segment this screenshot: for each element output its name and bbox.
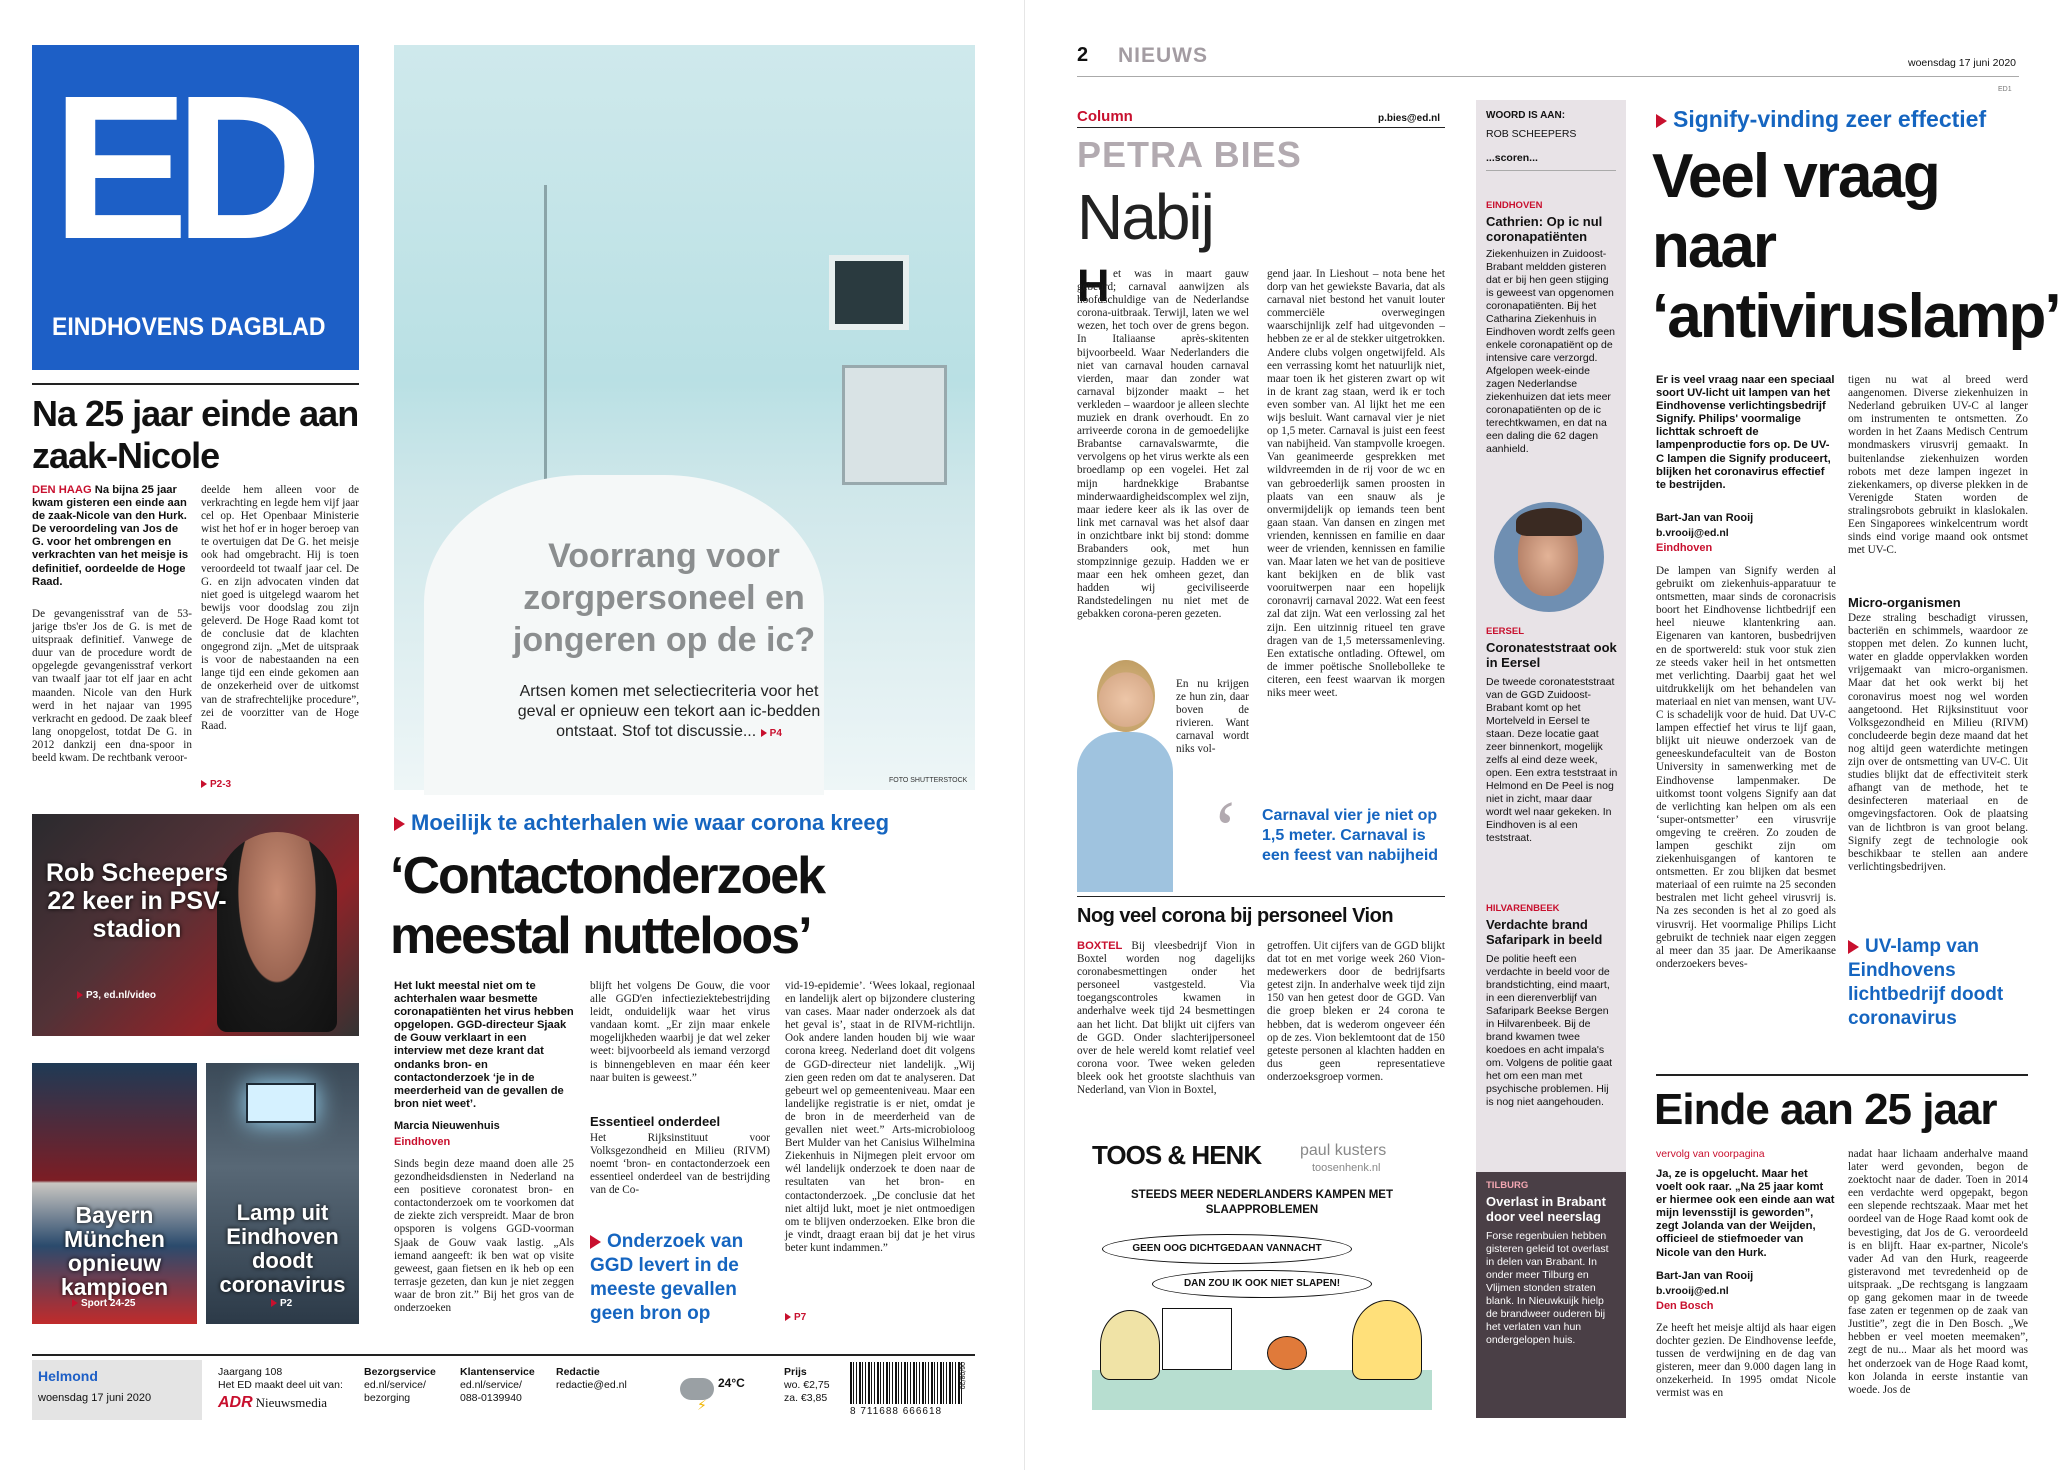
einde-vervolg: vervolg van voorpagina bbox=[1656, 1148, 1765, 1160]
promo-bayern[interactable] bbox=[32, 1063, 197, 1324]
nicole-ref-label: P2-3 bbox=[210, 779, 232, 790]
promo-lamp-text: Lamp uit Eindhoven doodt coronavirus bbox=[219, 1200, 346, 1297]
contact-kicker-text: Moeilijk te achterhalen wie waar corona kreeg bbox=[411, 810, 890, 835]
signify-teaser bbox=[1848, 935, 2028, 1031]
footer-bez-label: Bezorgservice bbox=[364, 1366, 436, 1378]
vion-headline: Nog veel corona bij personeel Vion bbox=[1077, 905, 1394, 927]
promo-lamp[interactable] bbox=[206, 1063, 359, 1324]
rule bbox=[32, 383, 359, 385]
s1-body: Ziekenhuizen in Zuidoost-Brabant meldden gisteren dat er bij hen geen stijging is geweest van opgenomen coronapatiënten. Bij het Catharina Ziekenhuis in Eindhoven wordt zelfs geen enkele coronapatiënt op de intensive care verzorgd. Afgelopen week-einde zagen Nederlandse ziekenhuizen dat iets meer coronapatiënten op de ic terechtkwamen, en dat na een daling die 62 dagen aanhield. bbox=[1486, 248, 1615, 455]
promo-lamp-ref bbox=[271, 1298, 292, 1309]
promo-rob-text: Rob Scheepers 22 keer in PSV-stadion bbox=[45, 859, 228, 943]
column-body-2: gend jaar. In Lieshout – nota bene het dorp van het gewiekste Bavaria, dat als carnaval niet bestond het vanuit louter commerciële overwegingen waarschijnlijk zelf had uitgevonden – hebben ze er al de stekker uitgetrokken. Andere clubs volgen ongetwijfeld. Als een verrassing komt het natuurlijk niet, maar toen ik het gisteren zwart op wit in de krant zag staan, werd ik er toch even somber van. Al lijkt het me een wijs besluit. Want carnaval vier je niet op 1,5 meter. Carnaval is juist een feest van nabijheid. Van stampvolle kroegen. Van geanimeerde gesprekken met wildvreemden in de rij voor de wc en van gebroederlijk samen proosten in plaats van een snauw als je onvermijdelijk op iemands teen bent gaan staan. Van dansen en zingen met vrienden, kennissen en familie en daar weer de vrienden, kennissen en familie van. Maar laten we het van de positieve kant bekijken en de blik vast vooruitwerpen naar een hopelijk coronavrij carnaval 2022. Wat een feest zal dat zijn. Wat een verlossing zal het zijn. Een uitzinnig ritueel ten grave dragen van de 1,5 meterssamenleving. Een extatische ontlading. Oftewel, om de immer poëtische Snollebolleke te citeren, een feest waarvan ik morgen niks meer weet. bbox=[1267, 268, 1445, 699]
columnist-body bbox=[1077, 732, 1173, 892]
nicole-lead bbox=[32, 484, 192, 602]
einde-byline: Bart-Jan van Rooij bbox=[1656, 1270, 1754, 1282]
s1-tag: EINDHOVEN bbox=[1486, 200, 1543, 211]
footer-bezorg bbox=[364, 1366, 436, 1405]
signify-body-1: De lampen van Signify werden al gebruikt om ziekenhuis-apparatuur te ontsmetten, maar sinds de coronacrisis boort het Eindhovense lichtbedrijf een heel nieuwe klantenkring aan. Eigenaren van kantoren, busbedrijven en de sportwereld: stuk voor stuk zien ze steeds vaker heil in het ontsmetten met verlichting. Daarbij gaat het wel uitdrukkelijk om het behandelen van materiaal en niet van mensen, want UV-C is schadelijk voor de huid. Dat UV-C lampen effectief het virus te lijf gaan, blijkt uit nieuwe onderzoek van de geneeskundefaculteit van de Boston University in samenwerking met de Eindhovense lampenmaker. De uitkomst toont volgens Signify aan dat de verlichting kan helpen om als een ‘super-ontsmetter’ een virusvrije omgeving te creëren. Zo zouden de lampen geschikt zijn om ziekenhuisgangen of kantoren te ontsmetten. Er zou blijken dat besmet materiaal of een ruimte na 25 seconden bestralen met licht geheel virusvrij is. Na zes seconden is het al zo goed als virusvrij. Het voormalige Philips Licht gebruikt de techniek naar eigen zeggen al meer dan 35 jaar. De Amerikaanse onderzoekers beves- bbox=[1656, 565, 1836, 970]
s4-body: Forse regenbuien hebben gisteren geleid tot overlast in delen van Brabant. In onder meer Tilburg en Vlijmen stonden straten blank. In Nieuwkuijk hielp de brandweer ouderen bij het verlaten van hun ondergelopen huis. bbox=[1486, 1230, 1609, 1346]
arrow-icon bbox=[785, 1313, 791, 1321]
arrow-icon bbox=[590, 1235, 601, 1249]
column-author: PETRA BIES bbox=[1077, 134, 1302, 175]
footer-city-box bbox=[32, 1360, 202, 1420]
column-body-1 bbox=[1077, 260, 1249, 726]
contact-body-4: vid-19-epidemie’. ‘Wees lokaal, regionaal en landelijk alert op bijzondere clustering van cases. Maar nader onderzoek als dat het geval is’, staat in de RIVM-richtlijn. Ook andere landen houden bij wie waar corona kreeg. Nederland doet dit volgens de GGD-directeur niet landelijk. „Wij zien geen reden om dat te analyseren. Dat gebeurt wel op gemeenteniveau. Maar een landelijke registratie is er niet, omdat je de bron in de meerderheid van de gevallen niet weet.” Arts-microbioloog Bert Mulder van het Canisius Wilhelmina Ziekenhuis in Nijmegen pleit ervoor om wél landelijk onderzoek te doen naar de resultaten van het bron- en contactonderzoek. „De conclusie dat het niet altijd lukt, moet je niet ontmoedigen om te blijven onderzoeken. Elke bron die je vindt, draagt eraan bij dat je het virus beter kunt indammen.” bbox=[785, 980, 975, 1254]
cartoon-bubble-1: GEEN OOG DICHTGEDAAN VANNACHT bbox=[1102, 1234, 1352, 1264]
s4-head: Overlast in Brabant door veel neerslag bbox=[1486, 1194, 1606, 1224]
footer-bez-2[interactable]: bezorging bbox=[364, 1392, 411, 1404]
signify-place: Eindhoven bbox=[1656, 542, 1713, 554]
promo-rob-photo bbox=[217, 832, 337, 1032]
footer-red-label: Redactie bbox=[556, 1366, 600, 1378]
page-number: 2 bbox=[1077, 44, 1089, 66]
ventilator-icon bbox=[842, 365, 947, 485]
photo-credit: FOTO SHUTTERSTOCK bbox=[889, 777, 968, 784]
s3-tag: HILVARENBEEK bbox=[1486, 903, 1560, 914]
nicole-body-2: deelde hem alleen voor de verkrachting en legde hem vijf jaar cel op. Het Openbaar Ministerie wist het hof er in hoger beroep van te overtuigen dat De G. het meisje ook had omgebracht. Hij is toen veroordeeld tot twaalf jaar cel. De G. en zijn advocaten vinden dat niet goed is uitgelegd waarom het bewijs voor doodslag zou zijn geleverd. De Hoge Raad komt tot de conclusie dat de klachten ongegrond zijn. „Met de uitspraak is voor de nabestaanden na een lange tijd een einde gekomen aan de onzekerheid over de uitkomst van de strafrechtelijke procedure”, zei de voorzitter van de Hoge Raad. bbox=[201, 484, 359, 732]
weather-temp: 24°C bbox=[718, 1376, 745, 1390]
contact-body-3: Het Rijksinstituut voor Volksgezondheid en Milieu (RIVM) noemt ‘bron- en contactonderzoek een essentieel onderdeel van de bestrijding van de Co- bbox=[590, 1132, 770, 1197]
promo-bayern-text: Bayern München opnieuw kampioen bbox=[60, 1202, 169, 1300]
arrow-icon bbox=[201, 780, 207, 788]
footer-prijs-1: wo. €2,75 bbox=[784, 1379, 830, 1391]
promo-rob[interactable] bbox=[32, 814, 359, 1036]
s3-body: De politie heeft een verdachte in beeld voor de brandstichting, eind maart, in een dierenverblijf van Safaripark Beekse Bergen in Hilvarenbeek. Bij de brand kwamen twee koedoes en acht impala's om. Volgens de politie gaat het om een man met psychische problemen. Hij is nog niet aangehouden. bbox=[1486, 953, 1613, 1108]
signify-headline: Veel vraag naar ‘antiviruslamp’ bbox=[1652, 142, 2060, 351]
signify-subhead: Micro-organismen bbox=[1848, 595, 1961, 610]
cartoon-logo: TOOS & HENK bbox=[1092, 1140, 1262, 1170]
cartoon-artist: paul kusters bbox=[1300, 1142, 1387, 1159]
barcode-number: 8 711688 666618 bbox=[850, 1406, 943, 1417]
arrow-icon bbox=[1656, 114, 1667, 128]
cartoon-figure-henk bbox=[1352, 1300, 1422, 1380]
issue-code: 06/08/20 bbox=[958, 1362, 965, 1390]
contact-ref-label: P7 bbox=[794, 1312, 807, 1323]
vion-body-2: getroffen. Uit cijfers van de GGD blijkt dat tot en met vorige week 260 Vion-medewerkers door de bedrijfsarts getest zijn. In anderhalve week tijd zijn 150 van hen getest door de GGD. Van die groep bleken er 24 corona te hebben, dat is wederom ongeveer één op de zes. Vion beklemtoont dat de 150 geteste personen al klachten hadden en dus geen representatieve onderzoeksgroep vormen. bbox=[1267, 940, 1445, 1083]
signify-kicker bbox=[1656, 106, 1986, 133]
arrow-icon bbox=[394, 817, 405, 831]
contact-byline: Marcia Nieuwenhuis bbox=[394, 1120, 500, 1132]
contact-kicker bbox=[394, 810, 889, 836]
quote-mark-icon: ‘ bbox=[1212, 786, 1239, 874]
footer-klant-2[interactable]: 088-0139940 bbox=[460, 1392, 522, 1404]
header-code: ED1 bbox=[1998, 86, 2012, 93]
column-body-1b: En nu krijgen ze hun zin, daar boven de rivieren. Want carnaval wordt niks vol- bbox=[1176, 678, 1249, 756]
masthead-name: EINDHOVENS DAGBLAD bbox=[52, 313, 326, 341]
einde-place: Den Bosch bbox=[1656, 1300, 1714, 1312]
uv-lamp-icon bbox=[246, 1083, 316, 1123]
photo-sub bbox=[499, 682, 839, 744]
contact-teaser-text: Onderzoek van GGD levert in de meeste gevallen geen bron op bbox=[590, 1231, 744, 1324]
s2-tag: EERSEL bbox=[1486, 626, 1525, 637]
weather-cloud-icon bbox=[680, 1378, 714, 1400]
einde-email[interactable]: b.vrooij@ed.nl bbox=[1656, 1285, 1729, 1297]
footer-deel-text: Het ED maakt deel uit van: bbox=[218, 1379, 343, 1391]
arrow-icon bbox=[761, 729, 767, 737]
masthead-logo: ED bbox=[52, 53, 309, 282]
header-rule bbox=[1077, 76, 2019, 77]
monitor-icon bbox=[829, 255, 909, 330]
footer-redactie bbox=[556, 1366, 627, 1392]
adr-nieuwsmedia: Nieuwsmedia bbox=[255, 1395, 328, 1410]
woord-name: ROB SCHEEPERS bbox=[1486, 128, 1577, 140]
contact-subhead: Essentieel onderdeel bbox=[590, 1114, 721, 1129]
cartoon-bubble-2: DAN ZOU IK OOK NIET SLAPEN! bbox=[1152, 1270, 1372, 1298]
column-label: Column bbox=[1077, 108, 1133, 125]
cartoon-caption: STEEDS MEER NEDERLANDERS KAMPEN MET SLAAPPROBLEMEN bbox=[1131, 1189, 1393, 1216]
page-fold bbox=[1024, 0, 1025, 1470]
nicole-headline: Na 25 jaar einde aan zaak-Nicole bbox=[32, 393, 359, 476]
vion-dateline: BOXTEL bbox=[1077, 940, 1123, 952]
contact-body-1: Sinds begin deze maand doen alle 25 gezondheidsdiensten in Nederland na een positieve coronatest bron- en contactonderzoek om te voorkomen dat de ziekte zich verspreidt. Maar de bron opsporen is volgens GGD-voorman Sjaak de Gouw vaak lastig. „Als iemand aangeeft: ik ben wat op visite geweest, gaan fietsen en ik heb op een terrasje gezeten, dan kun je niet zeggen waar de bron zit.” Bij het gros van de onderzoeken bbox=[394, 1158, 574, 1315]
masthead bbox=[32, 45, 359, 370]
signify-byline: Bart-Jan van Rooij bbox=[1656, 512, 1754, 524]
arrow-icon bbox=[1848, 940, 1859, 954]
column-body-1-text: et was in maart gauw gebeurd; carnaval aanwijzen als hoofdschuldige van de Nederlandse corona-uitbraak. Terwijl, laten we wel wezen, het toch over de grens begon. In Italiaanse après-skitenten bijvoorbeeld. Waar Nederlanders die niet van carnaval houden carnaval vierden, maar dan zonder wat carnaval bijzonder maakt – het verkleden – waardoor je alleen slechte muziek en drank overhoudt. En zo arriveerde corona in de gemoedelijke Brabantse carnavalswarmte, die vervolgens op het virus werkte als een broedlamp op een vogelei. Het zal mijn hardnekkige Brabantse minderwaardigheidscomplex wel zijn, maar iedere keer als ik las over de link met carnaval was het alsof daar in onzichtbare inkt bij stond: domme Brabanders ook, met hun stompzinnige gezuip. Hadden we er maar een hek omheen gezet, dan hadden wij geciviliseerde Randstedelingen nu niet met de gebakken corona-peren gezeten. bbox=[1077, 268, 1249, 621]
einde-body-1: Ze heeft het meisje altijd als haar eigen dochter gezien. De Eindhovense leefde, tussen de verdwijning en de dag van gisteren, meer dan 9.000 dagen lang in onzekerheid. In 1995 omdat Nicole vermist was en bbox=[1656, 1322, 1836, 1400]
footer-city: Helmond bbox=[38, 1368, 98, 1384]
column-quote: Carnaval vier je niet op 1,5 meter. Carnaval is een feest van nabijheid bbox=[1262, 807, 1439, 864]
footer-jaargang-text: Jaargang 108 bbox=[218, 1366, 283, 1378]
promo-rob-ref bbox=[77, 990, 156, 1001]
nicole-dateline: DEN HAAG bbox=[32, 484, 92, 496]
footer-bez-1[interactable]: ed.nl/service/ bbox=[364, 1379, 426, 1391]
cartoon bbox=[1092, 1140, 1432, 1410]
barcode bbox=[850, 1362, 962, 1404]
cartoon-site: toosenhenk.nl bbox=[1312, 1162, 1381, 1174]
footer-rule bbox=[32, 1354, 975, 1356]
columnist-photo bbox=[1077, 660, 1173, 890]
contact-headline: ‘Contactonderzoek meestal nutteloos’ bbox=[390, 847, 825, 965]
woord-more: ...scoren... bbox=[1486, 152, 1538, 164]
photo-ref-label: P4 bbox=[769, 728, 782, 739]
contact-place: Eindhoven bbox=[394, 1136, 451, 1148]
rule bbox=[1077, 896, 1445, 897]
vion-body-1-text: Bij vleesbedrijf Vion in Boxtel worden nog dagelijks coronabesmettingen onder het personeel vastgesteld. Via toegangscontroles kwamen in anderhalve week tijd 24 besmettingen aan het licht. Dat blijkt uit cijfers van de GGD. Onder slachterijpersoneel over de hele wereld komt relatief veel corona voor. Twee weken geleden bleek ook het grootste slachthuis van Nederland, van Vion in Boxtel, bbox=[1077, 940, 1255, 1097]
rob-hair bbox=[1516, 508, 1582, 536]
s2-head: Coronateststraat ook in Eersel bbox=[1486, 640, 1617, 670]
promo-bayern-ref bbox=[72, 1298, 135, 1309]
woord-label: WOORD IS AAN: bbox=[1486, 110, 1566, 121]
arrow-icon bbox=[72, 1299, 78, 1307]
rule bbox=[1486, 170, 1616, 171]
rule bbox=[1077, 127, 1445, 128]
einde-lead: Ja, ze is opgelucht. Maar het voelt ook raar. „Na 25 jaar komt er hiermee ook een einde aan wat mijn levensstijl is geworden”, zegt Jolanda van der Weijden, officieel de stiefmoeder van Nicole van den Hurk. bbox=[1656, 1168, 1835, 1259]
s4-tag: TILBURG bbox=[1486, 1180, 1529, 1191]
einde-headline: Einde aan 25 jaar bbox=[1654, 1085, 1997, 1134]
footer-prijs bbox=[784, 1366, 830, 1405]
footer-red-1[interactable]: redactie@ed.nl bbox=[556, 1379, 627, 1391]
vion-body-1 bbox=[1077, 940, 1255, 1110]
rob-photo bbox=[1494, 502, 1604, 612]
dropcap: H bbox=[1077, 260, 1110, 311]
nicole-lead-text: Na bijna 25 jaar kwam gisteren een einde aan de zaak-Nicole van den Hurk. De veroordeling van Jos de G. voor het ombrengen en verkrachten van het meisje is definitief, oordeelde de Hoge Raad. bbox=[32, 484, 189, 588]
footer-klant-label: Klantenservice bbox=[460, 1366, 535, 1378]
cartoon-figure-toos bbox=[1100, 1310, 1160, 1380]
s3-head: Verdachte brand Safaripark in beeld bbox=[1486, 917, 1603, 947]
contact-lead: Het lukt meestal niet om te achterhalen waar besmette coronapatiënten het virus hebben opgelopen. GGD-directeur Sjaak de Gouw verklaart in een interview met deze krant dat ondanks bron- en contactonderzoek ‘je in de meerderheid van de gevallen de bron niet weet’. bbox=[394, 980, 574, 1110]
signify-kicker-text: Signify-vinding zeer effectief bbox=[1673, 106, 1987, 132]
photo-ref bbox=[761, 728, 782, 739]
column-email[interactable]: p.bies@ed.nl bbox=[1378, 113, 1440, 124]
signify-teaser-text: UV-lamp van Eindhovens lichtbedrijf doodt coronavirus bbox=[1848, 936, 2004, 1029]
signify-body-2: tigen nu wat al breed werd aangenomen. Diverse ziekenhuizen in Nederland gebruiken UV-C al langer om instrumenten te ontsmetten. Zo worden in het Zaans Medisch Centrum mondmaskers virusvrij gemaakt. In buitenlandse ziekenhuizen worden robots met deze lampen ingezet in ziekenkamers, op diverse plekken in de Verenigde Staten worden de stralingsrobots gebruikt in klaslokalen. Een Singaporees winkelcentrum wordt sinds eind vorige maand ook ontsmet met UV-C. bbox=[1848, 374, 2028, 557]
rule bbox=[1656, 1074, 2028, 1076]
footer-prijs-2: za. €3,85 bbox=[784, 1392, 828, 1404]
column-title: Nabij bbox=[1077, 181, 1213, 253]
cartoon-newspaper bbox=[1162, 1308, 1232, 1370]
signify-email[interactable]: b.vrooij@ed.nl bbox=[1656, 527, 1729, 539]
photo-sub-text: Artsen komen met selectiecriteria voor het geval er opnieuw een tekort aan ic-bedden ontstaat. Stof tot discussie... bbox=[517, 683, 821, 740]
section-name: NIEUWS bbox=[1118, 44, 1208, 67]
footer-klant-1[interactable]: ed.nl/service/ bbox=[460, 1379, 522, 1391]
signify-body-3: Deze straling beschadigt virussen, bacteriën en schimmels, waardoor ze stoppen met delen. Zo kunnen lucht, water en gladde oppervlakken worden vrijgemaakt van micro-organismen. Maar dat het ook werkt bij het coronavirus moest nog wel worden aangetoond. Het Rijksinstituut voor Volksgezondheid en Milieu (RIVM) concludeerde begin deze maand dat het nog altijd geen waterdichte metingen zijn over de ontsmetting van UV-C. Uit studies blijkt dat de effectiviteit sterk afhangt van de methode, het te desinfecteren materiaal en de omgevingsfactoren. Ook de plaatsing van de lichtbron is van groot belang. Signify zegt de technologie ook beschikbaar te stellen aan andere verlichtingsbedrijven. bbox=[1848, 612, 2028, 873]
einde-body-2: nadat haar lichaam anderhalve maand later werd gevonden, begon de zoektocht naar de dader. Toen in 2014 een verdachte werd opgepakt, begon een slepende rechtszaak. Maar met het oordeel van de Hoge Raad komt ook de bevestiging, dat Jos de G. veroordeeld is en blijft. Haar ex-partner, Nicole's vader Ad van den Hurk, reageerde gisteravond met tevredenheid op de uitspraak. „De rechtsgang is langzaam op gang gekomen maar in de tweede fase zaten er tegenmen op de zaak van Justitie”, zegt die in Den Bosch. „We hebben er veel moeten meemaken”, zegt de nu... Maar als het moord was het onderzoek van de Hoge Raad komt, kon Jolanda in eerste instantie van woede. Jos de bbox=[1848, 1148, 2028, 1396]
nicole-body-1: De gevangenisstraf van de 53-jarige tbs'er Jos de G. is met de uitspraak definitief. Vanwege de duur van de procedure wordt de opgelegde gevangenisstraf verkort van twaalf jaar tot elf jaar en acht maanden. Nicole van den Hurk werd in het najaar van 1995 verkracht en gedood. De zaak bleef lang onopgelost, totdat De G. in 2012 dankzij een dna-spoor in beeld kwam. De rechtbank veroor- bbox=[32, 608, 192, 765]
header-date: woensdag 17 juni 2020 bbox=[1908, 57, 2017, 69]
contact-teaser bbox=[590, 1230, 770, 1326]
s1-head: Cathrien: Op ic nul coronapatiënten bbox=[1486, 214, 1603, 244]
footer-klant bbox=[460, 1366, 535, 1405]
promo-rob-ref-label: P3, ed.nl/video bbox=[86, 990, 157, 1001]
arrow-icon bbox=[77, 991, 83, 999]
nicole-ref bbox=[201, 779, 231, 790]
signify-lead: Er is veel vraag naar een speciaal soort UV-licht uit lampen van het Eindhovense verlichtingsbedrijf Signify. Philips' voormalige lichttak schroeft de lampenproductie fors op. De UV-C lampen die Signify produceert, blijken het coronavirus effectief te bestrijden. bbox=[1656, 374, 1835, 491]
cartoon-teapot bbox=[1267, 1336, 1307, 1370]
contact-body-2: blijft het volgens De Gouw, die voor alle GGD'en infectieziektebestrijding leidt, onduidelijk waar het virus vandaan komt. „Er zijn maar enkele mogelijkheden waarbij je dat wel zeker weet: bijvoorbeeld als iemand verzorgd is binnengebleven en maar één keer naar buiten is geweest.” bbox=[590, 980, 770, 1084]
promo-lamp-ref-label: P2 bbox=[280, 1298, 293, 1309]
footer-prijs-label: Prijs bbox=[784, 1366, 807, 1378]
adr-logo: ADR bbox=[218, 1394, 253, 1411]
promo-bayern-ref-label: Sport 24-25 bbox=[81, 1298, 136, 1309]
contact-ref bbox=[785, 1312, 806, 1323]
photo-headline: Voorrang voor zorgpersoneel en jongeren op de ic? bbox=[512, 537, 816, 659]
columnist-head bbox=[1097, 660, 1155, 732]
footer-jaargang bbox=[218, 1366, 343, 1411]
arrow-icon bbox=[271, 1299, 277, 1307]
weather-lightning-icon: ⚡ bbox=[697, 1398, 707, 1414]
footer-date: woensdag 17 juni 2020 bbox=[38, 1392, 152, 1404]
ic-photo bbox=[394, 45, 975, 790]
s2-body: De tweede coronateststraat van de GGD Zuidoost-Brabant komt op het Mortelveld in Eersel te staan. Deze locatie gaat zeer binnenkort, mogelijk zelfs al eind deze week, open. Een extra teststraat in Helmond en De Peel is nog niet in zicht, maar daar wordt wel naar gekeken. In Eindhoven is al een teststraat. bbox=[1486, 676, 1618, 844]
